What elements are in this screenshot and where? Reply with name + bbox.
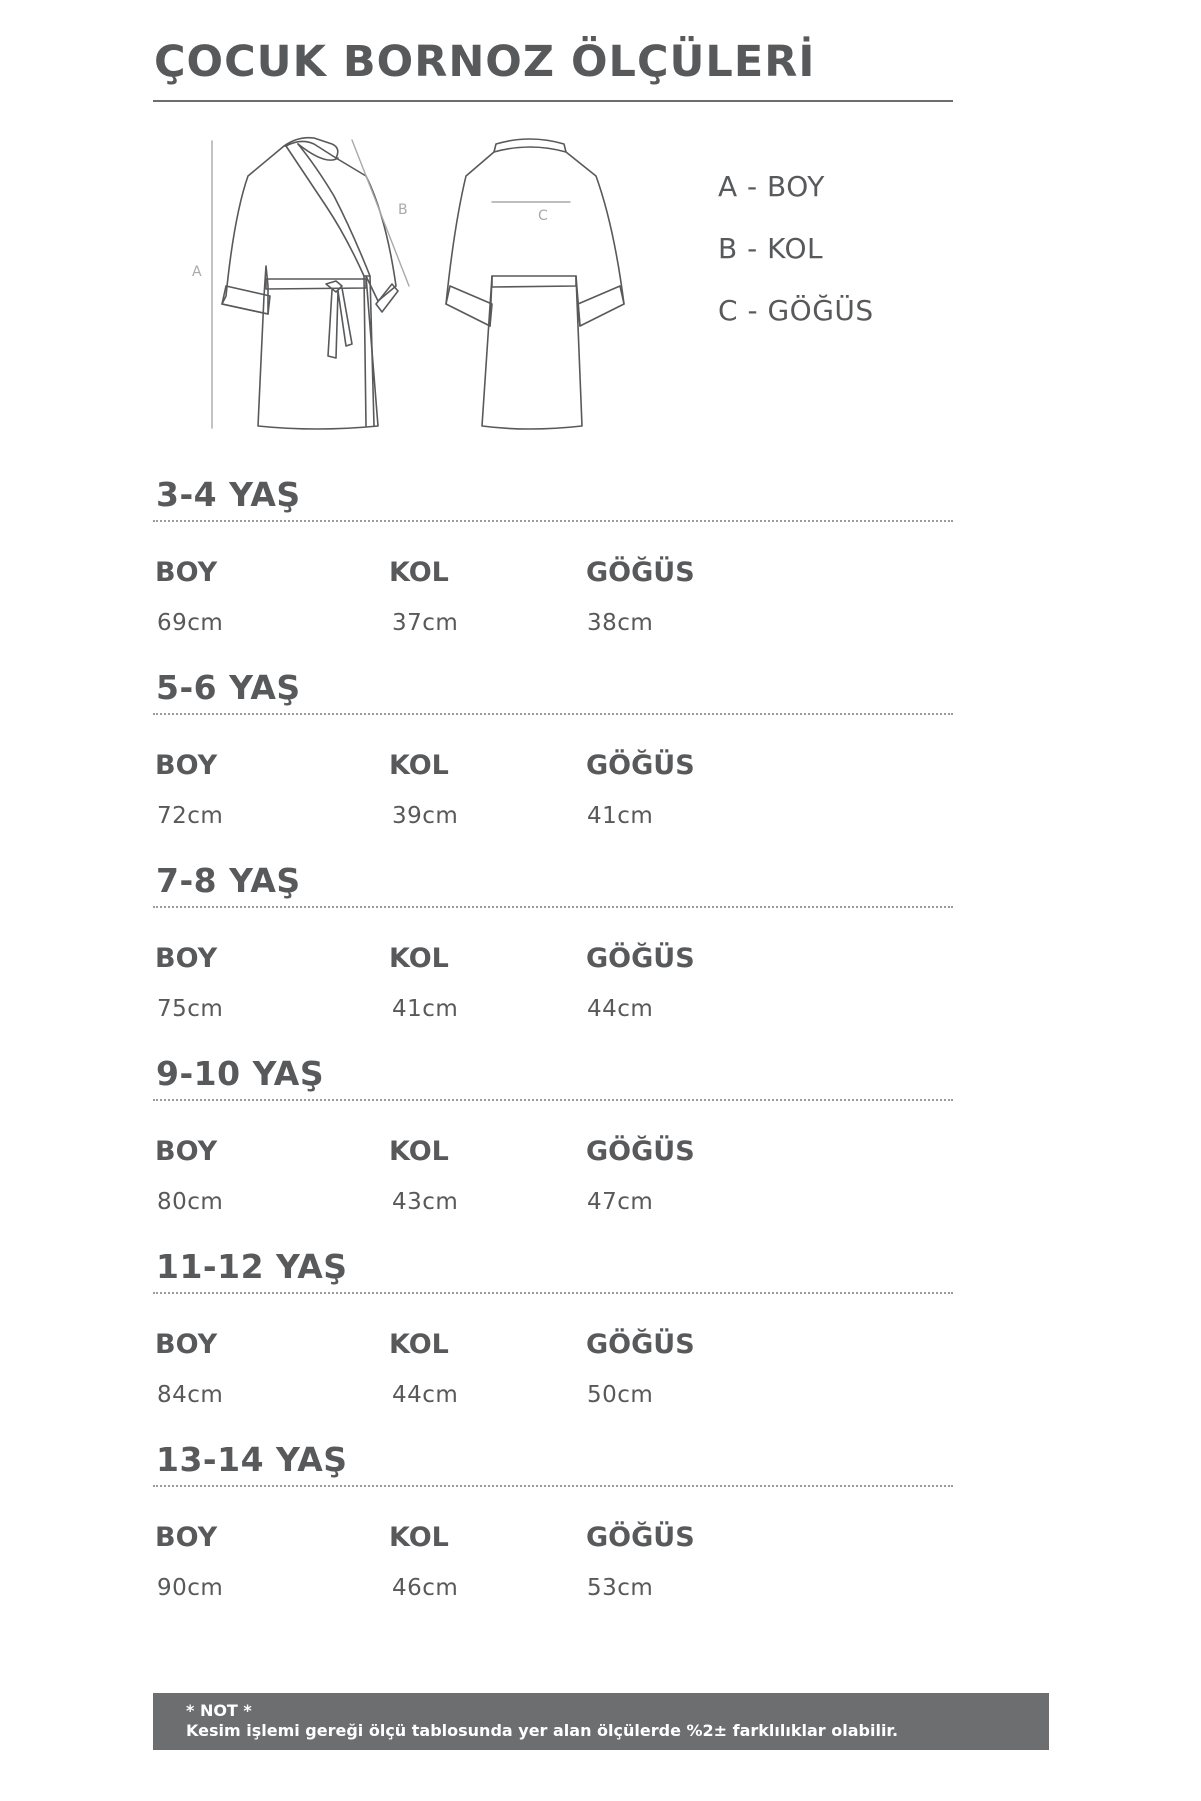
note-box — [153, 1693, 1049, 1750]
label-gogus: GÖĞÜS — [586, 1136, 695, 1167]
value-kol: 39cm — [392, 803, 459, 829]
value-gogus: 44cm — [587, 996, 654, 1022]
note-text: Kesim işlemi gereği ölçü tablosunda yer alan ölçülerde %2± farklılıklar olabilir. — [186, 1721, 899, 1740]
diagram-label-b: B — [398, 202, 408, 218]
front-robe-drawing — [222, 138, 398, 429]
size-section-13-14 — [153, 1440, 953, 1610]
section-divider — [153, 1292, 953, 1294]
value-kol: 46cm — [392, 1575, 459, 1601]
label-kol: KOL — [389, 557, 449, 588]
legend-item-gogus: C - GÖĞÜS — [718, 294, 874, 327]
label-gogus: GÖĞÜS — [586, 1522, 695, 1553]
age-heading: 3-4 YAŞ — [156, 475, 301, 514]
section-divider — [153, 713, 953, 715]
label-gogus: GÖĞÜS — [586, 750, 695, 781]
value-boy: 80cm — [157, 1189, 224, 1215]
label-boy: BOY — [155, 557, 218, 588]
value-kol: 44cm — [392, 1382, 459, 1408]
value-kol: 41cm — [392, 996, 459, 1022]
diagram-label-a: A — [192, 264, 202, 280]
size-section-3-4 — [153, 475, 953, 645]
value-gogus: 41cm — [587, 803, 654, 829]
value-gogus: 53cm — [587, 1575, 654, 1601]
label-boy: BOY — [155, 1136, 218, 1167]
age-heading: 5-6 YAŞ — [156, 668, 301, 707]
value-boy: 75cm — [157, 996, 224, 1022]
value-kol: 43cm — [392, 1189, 459, 1215]
label-kol: KOL — [389, 750, 449, 781]
label-kol: KOL — [389, 1329, 449, 1360]
section-divider — [153, 906, 953, 908]
value-boy: 69cm — [157, 610, 224, 636]
measurement-legend — [718, 156, 874, 342]
label-boy: BOY — [155, 750, 218, 781]
size-section-9-10 — [153, 1054, 953, 1224]
label-gogus: GÖĞÜS — [586, 557, 695, 588]
label-kol: KOL — [389, 943, 449, 974]
value-kol: 37cm — [392, 610, 459, 636]
legend-item-kol: B - KOL — [718, 232, 824, 265]
size-section-7-8 — [153, 861, 953, 1031]
label-gogus: GÖĞÜS — [586, 943, 695, 974]
value-gogus: 47cm — [587, 1189, 654, 1215]
age-heading: 13-14 YAŞ — [156, 1440, 348, 1479]
label-kol: KOL — [389, 1136, 449, 1167]
value-gogus: 50cm — [587, 1382, 654, 1408]
note-heading: * NOT * — [186, 1701, 252, 1720]
age-heading: 7-8 YAŞ — [156, 861, 301, 900]
size-section-11-12 — [153, 1247, 953, 1417]
back-robe-drawing — [446, 139, 624, 429]
legend-item-boy: A - BOY — [718, 170, 825, 203]
section-divider — [153, 1485, 953, 1487]
section-divider — [153, 1099, 953, 1101]
value-boy: 72cm — [157, 803, 224, 829]
value-gogus: 38cm — [587, 610, 654, 636]
age-heading: 9-10 YAŞ — [156, 1054, 325, 1093]
size-section-5-6 — [153, 668, 953, 838]
label-boy: BOY — [155, 1329, 218, 1360]
value-boy: 84cm — [157, 1382, 224, 1408]
page-title: ÇOCUK BORNOZ ÖLÇÜLERİ — [154, 37, 816, 87]
label-kol: KOL — [389, 1522, 449, 1553]
title-divider — [153, 100, 953, 102]
robe-diagram — [186, 136, 656, 446]
label-gogus: GÖĞÜS — [586, 1329, 695, 1360]
section-divider — [153, 520, 953, 522]
value-boy: 90cm — [157, 1575, 224, 1601]
label-boy: BOY — [155, 1522, 218, 1553]
diagram-label-c: C — [538, 208, 548, 224]
label-boy: BOY — [155, 943, 218, 974]
age-heading: 11-12 YAŞ — [156, 1247, 348, 1286]
